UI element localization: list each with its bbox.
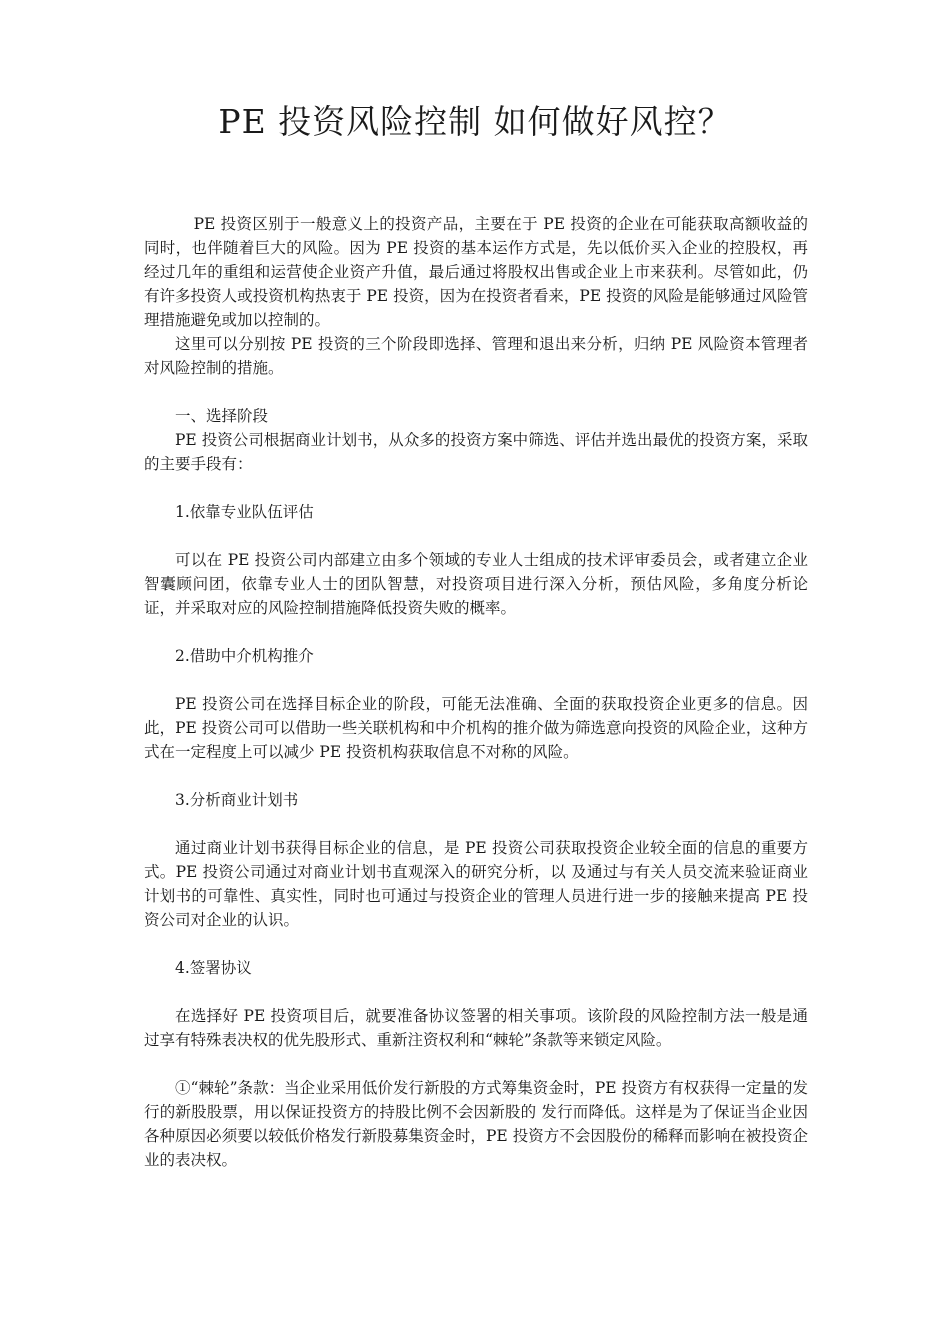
item-body-4: 在选择好 PE 投资项目后，就要准备协议签署的相关事项。该阶段的风险控制方法一般是通过享有特殊表决权的优先股形式、重新注资权利和“棘轮”条款等来锁定风险。 [144,1007,808,1049]
intro-paragraph-1: PE 投资区别于一般意义上的投资产品，主要在于 PE 投资的企业在可能获取高额收益的同时，也伴随着巨大的风险。因为 PE 投资的基本运作方式是，先以低价买入企业的控股权，再经过几年的重组和运营使企业资产升值，最后通过将股权出售或企业上市来获利。尽管如此，仍有许多投资人或投资机构热衷于 PE 投资，因为在投资者看来，PE 投资的风险是能够通过风险管理措施避免或加以控制的。 [144,215,808,329]
item-body-2: PE 投资公司在选择目标企业的阶段，可能无法准确、全面的获取投资企业更多的信息。因此，PE 投资公司可以借助一些关联机构和中介机构的推介做为筛选意向投资的风险企业，这种方式在一定程度上可以减少 PE 投资机构获取信息不对称的风险。 [144,695,808,761]
page-title: PE 投资风险控制 如何做好风控？ [218,102,732,141]
intro-paragraph-2: 这里可以分别按 PE 投资的三个阶段即选择、管理和退出来分析，归纳 PE 风险资本管理者对风险控制的措施。 [144,335,808,377]
item-heading-1: 1.依靠专业队伍评估 [175,503,314,521]
item-heading-2: 2.借助中介机构推介 [175,647,314,665]
section-heading-selection: 一、选择阶段 [175,407,269,425]
document-body [144,212,808,1172]
section-intro: PE 投资公司根据商业计划书，从众多的投资方案中筛选、评估并选出最优的投资方案，采取的主要手段有： [144,431,808,473]
item-body-3: 通过商业计划书获得目标企业的信息，是 PE 投资公司获取投资企业较全面的信息的重要方式。PE 投资公司通过对商业计划书直观深入的研究分析，以 及通过与有关人员交流来验证商业计划书的可靠性、真实性，同时也可通过与投资企业的管理人员进行进一步的接触来提高 PE 投资公司对企业的认识。 [144,839,808,929]
item-body-1: 可以在 PE 投资公司内部建立由多个领域的专业人士组成的技术评审委员会，或者建立企业智囊顾问团，依靠专业人士的团队智慧，对投资项目进行深入分析，预估风险，多角度分析论证，并采取对应的风险控制措施降低投资失败的概率。 [144,551,808,617]
ratchet-clause-paragraph: ①“棘轮”条款：当企业采用低价发行新股的方式筹集资金时，PE 投资方有权获得一定量的发行的新股股票，用以保证投资方的持股比例不会因新股的 发行而降低。这样是为了保证当企业因各种原因必须要以较低价格发行新股募集资金时，PE 投资方不会因股份的稀释而影响在被投资企业的表决权。 [144,1079,808,1169]
item-heading-3: 3.分析商业计划书 [175,791,299,809]
item-heading-4: 4.签署协议 [175,959,252,977]
